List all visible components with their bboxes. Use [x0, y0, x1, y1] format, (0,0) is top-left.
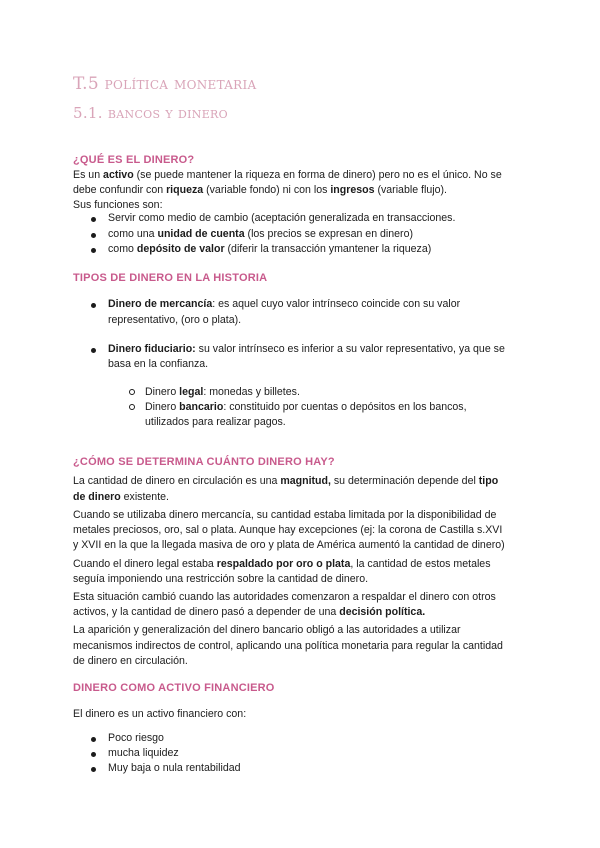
bullet-icon [91, 348, 96, 353]
bullet-icon [91, 248, 96, 253]
list-item: Servir como medio de cambio (aceptación generalizada en transacciones. [108, 212, 456, 224]
paragraph-line: y XVII en la que la llegada masiva de oro y plata de América aumentó la cantidad de dinero) [73, 539, 505, 551]
paragraph-line: Sus funciones son: [73, 199, 163, 211]
paragraph-line: debe confundir con riqueza (variable fondo) ni con los ingresos (variable flujo). [73, 184, 447, 196]
paragraph-line: La cantidad de dinero en circulación es una magnitud, su determinación depende del tipo [73, 475, 499, 487]
sub-list-item: Dinero legal: monedas y billetes. [145, 386, 300, 398]
list-item: como depósito de valor (diferir la transacción ymantener la riqueza) [108, 243, 432, 255]
heading-tipos-dinero: TIPOS DE DINERO EN LA HISTORIA [73, 272, 268, 284]
paragraph-line: mecanismos indirectos de control, aplicando una política monetaria para regular la cantidad [73, 640, 503, 652]
paragraph-line: El dinero es un activo financiero con: [73, 708, 247, 720]
paragraph-line: Es un activo (se puede mantener la riqueza en forma de dinero) pero no es el único. No se [73, 169, 502, 181]
paragraph-line: seguía imponiendo una restricción sobre la cantidad de dinero. [73, 573, 369, 585]
bullet-icon [91, 303, 96, 308]
circle-bullet-icon [129, 389, 135, 395]
paragraph-line: metales preciosos, oro, sal o plata. Aunque hay excepciones (ej: la corona de Castilla s.XVI [73, 524, 503, 536]
paragraph-line: de dinero existente. [73, 491, 169, 503]
heading-que-es-dinero: ¿QUÉ ES EL DINERO? [73, 154, 195, 166]
heading-dinero-activo-financiero: DINERO COMO ACTIVO FINANCIERO [73, 682, 275, 694]
list-item: Muy baja o nula rentabilidad [108, 762, 241, 774]
list-item: Poco riesgo [108, 732, 164, 744]
bullet-icon [91, 752, 96, 757]
list-item: Dinero fiduciario: su valor intrínseco es inferior a su valor representativo, ya que se [108, 343, 505, 355]
heading-como-se-determina: ¿CÓMO SE DETERMINA CUÁNTO DINERO HAY? [73, 456, 335, 468]
circle-bullet-icon [129, 404, 135, 410]
paragraph-line: Cuando el dinero legal estaba respaldado por oro o plata, la cantidad de estos metales [73, 558, 491, 570]
sub-list-item: Dinero bancario: constituido por cuentas o depósitos en los bancos, [145, 401, 467, 413]
page-title: T.5 política monetaria [73, 74, 257, 94]
bullet-icon [91, 217, 96, 222]
paragraph-line: de dinero en circulación. [73, 655, 188, 667]
page-subtitle: 5.1. bancos y dinero [73, 104, 228, 122]
bullet-icon [91, 737, 96, 742]
sub-list-item-continuation: utilizados para realizar pagos. [145, 416, 286, 428]
paragraph-line: La aparición y generalización del dinero bancario obligó a las autoridades a utilizar [73, 624, 461, 636]
bullet-icon [91, 767, 96, 772]
bullet-icon [91, 233, 96, 238]
list-item: mucha liquidez [108, 747, 179, 759]
list-item: Dinero de mercancía: es aquel cuyo valor intrínseco coincide con su valor [108, 298, 461, 310]
list-item-continuation: representativo, (oro o plata). [108, 314, 242, 326]
paragraph-line: activos, y la cantidad de dinero pasó a depender de una decisión política. [73, 606, 426, 618]
paragraph-line: Cuando se utilizaba dinero mercancía, su cantidad estaba limitada por la disponibilidad de [73, 509, 497, 521]
list-item: como una unidad de cuenta (los precios se expresan en dinero) [108, 228, 414, 240]
paragraph-line: Esta situación cambió cuando las autoridades comenzaron a respaldar el dinero con otros [73, 591, 496, 603]
list-item-continuation: basa en la confianza. [108, 358, 209, 370]
